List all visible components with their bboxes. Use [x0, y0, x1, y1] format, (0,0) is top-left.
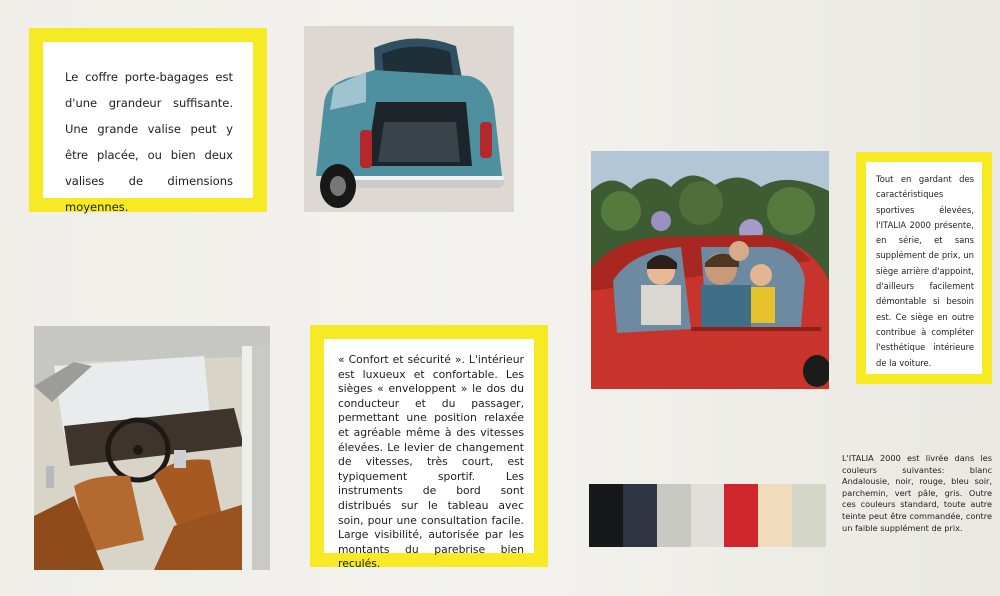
rear-seat-text-box	[856, 152, 992, 384]
comfort-text-panel	[324, 339, 534, 571]
rear-seat-text-panel	[866, 162, 982, 374]
colors-caption: L'ITALIA 2000 est livrée dans les couleurs suivantes: blanc Andalousie, noir, rouge, bleu soir, parchemin, vert pâle, gris. Outre ces couleurs standard, toute autre teinte peut être commandée, contre un faible supplément de prix.	[842, 453, 992, 533]
trunk-text-box	[29, 28, 267, 212]
swatch-evening-blue	[623, 484, 657, 547]
trunk-description: Le coffre porte-bagages est d'une grandeur suffisante. Une grande valise peut y être placée, ou bien deux valises de dimensions moyennes.	[65, 70, 233, 214]
family-car-illustration	[591, 151, 829, 389]
comfort-text-box	[310, 325, 548, 571]
swatch-black	[589, 484, 623, 547]
trunk-text-panel	[43, 42, 253, 214]
comfort-description: « Confort et sécurité ». L'intérieur est luxueux et confortable. Les sièges « enveloppent » le dos du conducteur et du passager, permettant une position relaxée et agréable même à des vitesses élevées. Le levier de changement de vitesses, très court, est typiquement sportif. Les instruments de bord sont distribués sur le tableau avec soin, pour une consultation facile. Large visibilité, autorisée par les montants du parebrise bien reculés.	[338, 353, 524, 571]
color-swatch-strip	[589, 484, 826, 547]
trunk-illustration	[304, 26, 514, 212]
interior-illustration	[34, 326, 270, 570]
trunk-photo	[304, 26, 514, 212]
family-car-photo	[591, 151, 829, 389]
interior-photo	[34, 326, 270, 570]
swatch-parchment	[758, 484, 792, 547]
swatch-pale-green	[792, 484, 826, 547]
swatch-red	[724, 484, 758, 547]
swatch-grey	[657, 484, 691, 547]
rear-seat-description: Tout en gardant des caractéristiques sportives élevées, l'ITALIA 2000 présente, en série, et sans supplément de prix, un siège arrière d'appoint, d'ailleurs facilement démontable si besoin est. Ce siège en outre contribue à compléter l'esthétique intérieure de la voiture.	[876, 174, 974, 368]
swatch-andalusia-white	[691, 484, 725, 547]
